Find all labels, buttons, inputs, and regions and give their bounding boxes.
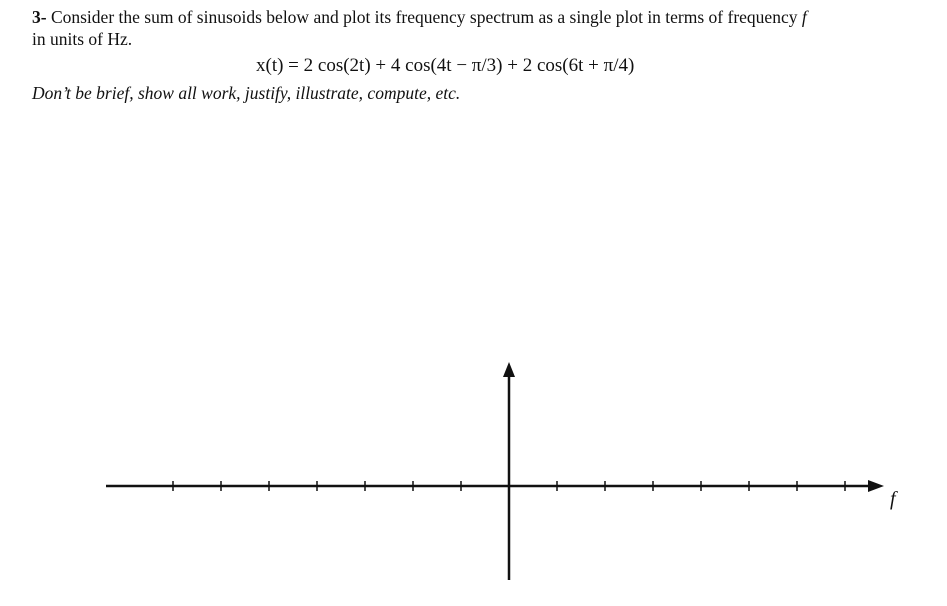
equation-term-1: 2 cos(2t) <box>303 55 371 76</box>
instructions: Don’t be brief, show all work, justify, illustrate, compute, etc. <box>32 83 461 103</box>
equation-term-2: 4 cos(4t − π/3) <box>390 55 503 76</box>
horizontal-axis-arrow <box>868 480 884 492</box>
equation-plus-1: + <box>370 55 391 76</box>
equation-lhs: x(t) = <box>256 55 304 76</box>
equation-plus-2: + <box>502 55 523 76</box>
problem-number: 3- <box>32 7 47 27</box>
frequency-axis-label: f <box>890 488 896 510</box>
frequency-variable: f <box>801 7 807 27</box>
problem-text: Consider the sum of sinusoids below and plot its frequency spectrum as a single plot in terms of frequency <box>46 7 802 27</box>
vertical-axis-arrow <box>503 362 515 377</box>
equation-term-3: 2 cos(6t + π/4) <box>522 55 635 76</box>
problem-text-end: in units of Hz. <box>32 29 133 49</box>
